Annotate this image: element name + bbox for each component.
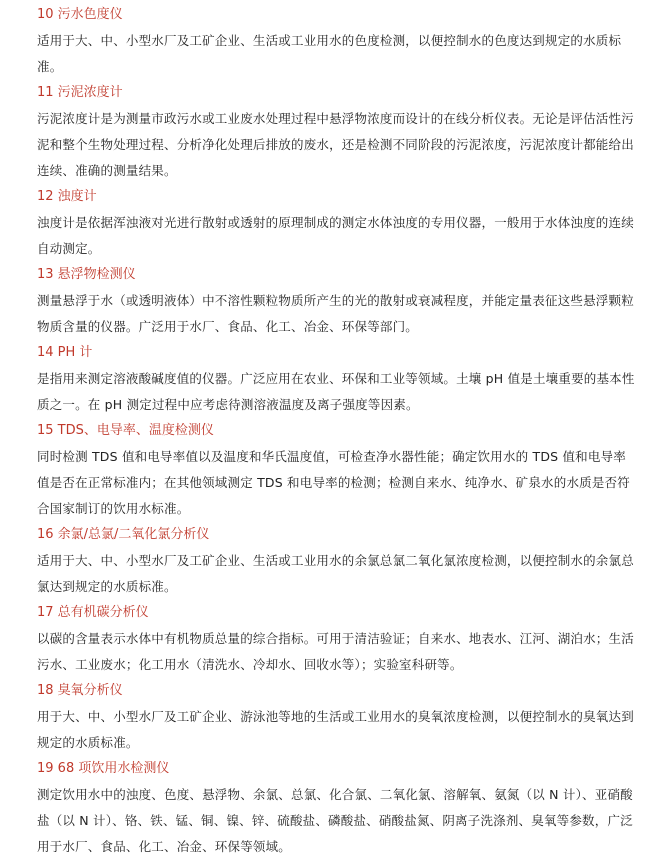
section-heading: 19 68 项饮用水检测仪 [37,761,170,776]
section-heading: 16 余氯/总氯/二氧化氯分析仪 [37,527,210,542]
section-heading: 10 污水色度仪 [37,7,123,22]
section-paragraph: 测定饮用水中的浊度、色度、悬浮物、余氯、总氯、化合氯、二氧化氯、溶解氧、氨氮（以 N 计）、亚硝酸盐（以 N 计）、铬、铁、锰、铜、镍、锌、硫酸盐、磷酸盐、硝酸盐氮、阴离子洗涤剂、臭氧等参数，广泛用于水厂、食品、化工、冶金、环保等领域。 [37,787,633,854]
section-paragraph: 浊度计是依据浑浊液对光进行散射或透射的原理制成的测定水体浊度的专用仪器，一般用于水体浊度的连续自动测定。 [37,215,634,256]
document-body [37,2,637,860]
section-paragraph: 适用于大、中、小型水厂及工矿企业、生活或工业用水的色度检测，以便控制水的色度达到规定的水质标准。 [37,33,622,74]
section-ozone-analyzer [37,678,637,756]
section-drinking-water-analyzer [37,756,637,860]
section-heading: 12 浊度计 [37,189,97,204]
section-paragraph: 用于大、中、小型水厂及工矿企业、游泳池等地的生活或工业用水的臭氧浓度检测，以便控制水的臭氧达到规定的水质标准。 [37,709,634,750]
section-paragraph: 是指用来测定溶液酸碱度值的仪器。广泛应用在农业、环保和工业等领域。土壤 pH 值是土壤重要的基本性质之一。在 pH 测定过程中应考虑待测溶液温度及离子强度等因素。 [37,371,635,412]
section-ph-meter [37,340,637,418]
section-color-meter [37,2,637,80]
section-sludge-concentration-meter [37,80,637,184]
section-heading: 17 总有机碳分析仪 [37,605,149,620]
section-paragraph: 同时检测 TDS 值和电导率值以及温度和华氏温度值，可检查净水器性能；确定饮用水的 TDS 值和电导率值是否在正常标准内；在其他领域测定 TDS 和电导率的检测；检测自来水、纯净水、矿泉水的水质是否符合国家制订的饮用水标准。 [37,449,630,516]
section-paragraph: 污泥浓度计是为测量市政污水或工业废水处理过程中悬浮物浓度而设计的在线分析仪表。无论是评估活性污泥和整个生物处理过程、分析净化处理后排放的废水，还是检测不同阶段的污泥浓度，污泥浓度计都能给出连续、准确的测量结果。 [37,111,634,178]
section-paragraph: 以碳的含量表示水体中有机物质总量的综合指标。可用于清洁验证；自来水、地表水、江河、湖泊水；生活污水、工业废水；化工用水（清洗水、冷却水、回收水等）；实验室科研等。 [37,631,634,672]
section-turbidity-meter [37,184,637,262]
section-heading: 15 TDS、电导率、温度检测仪 [37,423,214,438]
section-heading: 13 悬浮物检测仪 [37,267,136,282]
section-heading: 11 污泥浓度计 [37,85,123,100]
section-chlorine-analyzer [37,522,637,600]
section-paragraph: 测量悬浮于水（或透明液体）中不溶性颗粒物质所产生的光的散射或衰减程度，并能定量表征这些悬浮颗粒物质含量的仪器。广泛用于水厂、食品、化工、冶金、环保等部门。 [37,293,634,334]
section-toc-analyzer [37,600,637,678]
section-paragraph: 适用于大、中、小型水厂及工矿企业、生活或工业用水的余氯总氯二氧化氯浓度检测，以便控制水的余氯总氯达到规定的水质标准。 [37,553,634,594]
section-heading: 14 PH 计 [37,345,93,360]
section-suspended-solids-analyzer [37,262,637,340]
section-tds-conductivity-meter [37,418,637,522]
section-heading: 18 臭氧分析仪 [37,683,123,698]
